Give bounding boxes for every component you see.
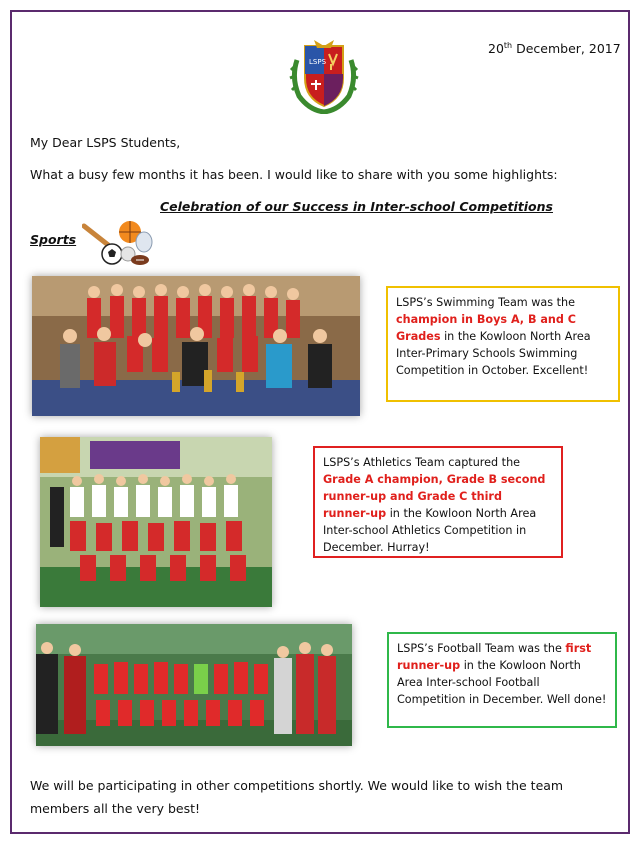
school-crest-icon (289, 38, 359, 114)
athletics-highlight-box (313, 446, 563, 558)
football-text-after: in the Kowloon North Area Inter-school Football Competition in December. Well done! (397, 659, 607, 706)
greeting: My Dear LSPS Students, (30, 135, 181, 150)
football-text-before: LSPS’s Football Team was the (397, 642, 566, 655)
sports-label: Sports (30, 232, 77, 247)
athletics-text-before: LSPS’s Athletics Team captured the (323, 456, 521, 469)
swimming-team-photo (32, 276, 360, 416)
athletics-team-photo (40, 437, 272, 607)
swimming-text-after: in the Kowloon North Area Inter-Primary Schools Swimming Competition in October. Excellent! (396, 330, 591, 377)
crest-monogram: LSPS (309, 58, 327, 66)
section-heading: Celebration of our Success in Inter-school Competitions (160, 199, 553, 214)
football-team-photo (36, 624, 352, 746)
sports-balls-icon (82, 218, 154, 268)
closing-paragraph: We will be participating in other competitions shortly. We would like to wish the team members all the very best! (30, 778, 564, 816)
athletics-highlight: Grade A champion, Grade B second runner-up and Grade C third runner-up (323, 473, 546, 520)
intro-paragraph: What a busy few months it has been. I would like to share with you some highlights: (30, 167, 558, 182)
swimming-highlight-box (386, 286, 620, 402)
football-highlight: first runner-up (397, 642, 592, 672)
athletics-text-after: in the Kowloon North Area Inter-school Athletics Competition in December. Hurray! (323, 507, 537, 554)
date-rest: December, 2017 (512, 41, 621, 57)
letter-date (488, 41, 621, 56)
date-suffix: th (503, 41, 513, 50)
date-day: 20 (488, 41, 504, 57)
swimming-highlight: champion in Boys A, B and C Grades (396, 313, 577, 343)
swimming-text-before: LSPS’s Swimming Team was the (396, 296, 576, 309)
football-highlight-box (387, 632, 617, 728)
